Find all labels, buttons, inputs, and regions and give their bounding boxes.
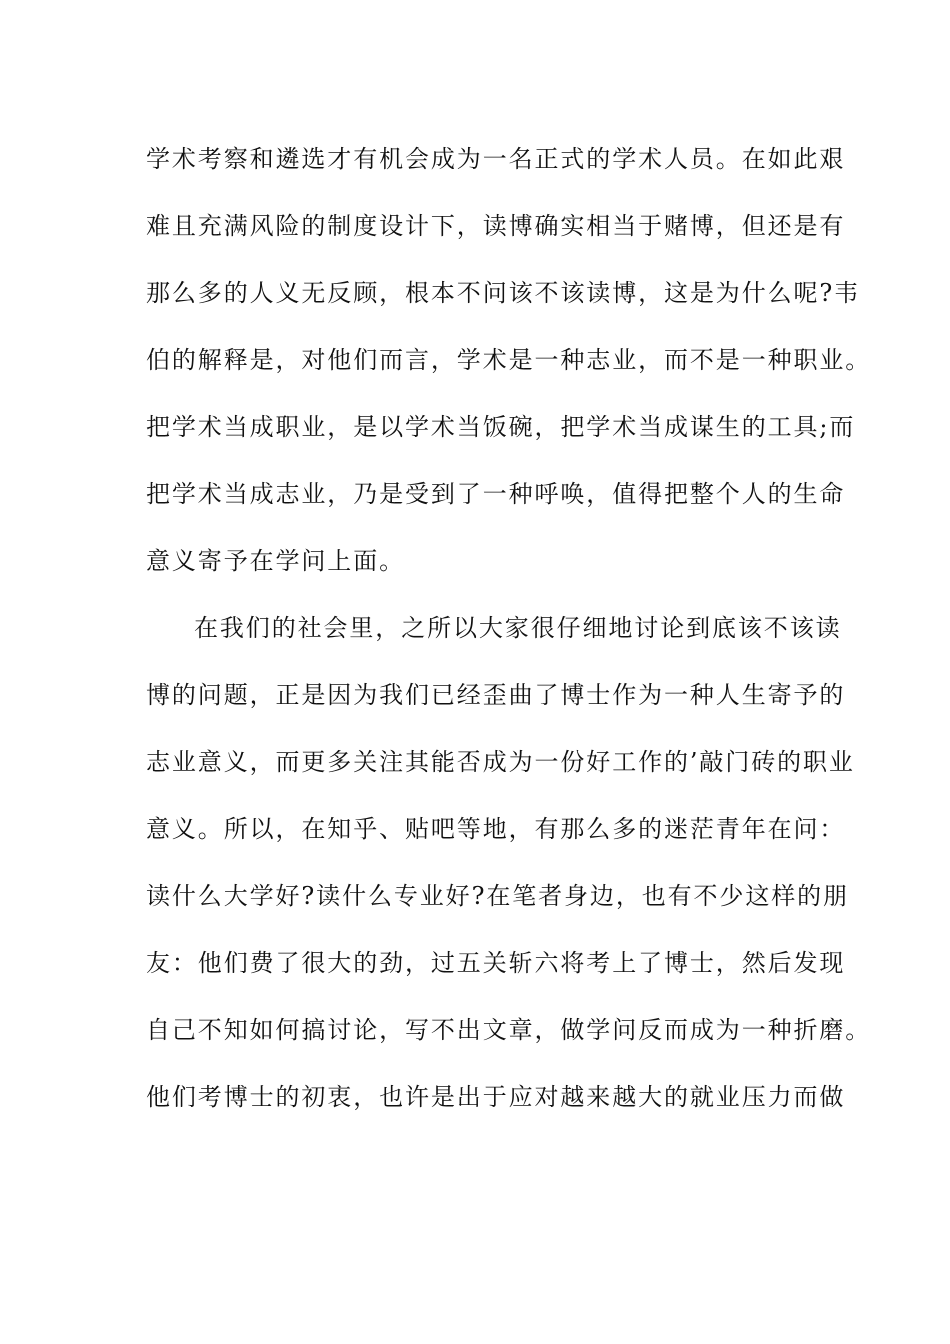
body-text bbox=[146, 126, 872, 1131]
text-line: 意义。所以，在知乎、贴吧等地，有那么多的迷茫青年在问： bbox=[146, 815, 846, 843]
text-line: 自己不知如何搞讨论，写不出文章，做学问反而成为一种折磨。 bbox=[146, 1016, 872, 1044]
text-line: 博的问题，正是因为我们已经歪曲了博士作为一种人生寄予的 bbox=[146, 681, 846, 709]
text-line: 那么多的人义无反顾，根本不问该不该读博，这是为什么呢?韦 bbox=[146, 279, 861, 307]
text-line: 读什么大学好?读什么专业好?在笔者身边，也有不少这样的朋 bbox=[146, 882, 849, 910]
text-line: 把学术当成职业，是以学术当饭碗，把学术当成谋生的工具;而 bbox=[146, 413, 856, 441]
text-line: 伯的解释是，对他们而言，学术是一种志业，而不是一种职业。 bbox=[146, 346, 872, 374]
text-line: 他们考博士的初衷，也许是出于应对越来越大的就业压力而做 bbox=[146, 1083, 846, 1111]
text-line: 友：他们费了很大的劲，过五关斩六将考上了博士，然后发现 bbox=[146, 949, 846, 977]
paragraph-start-line: 在我们的社会里，之所以大家很仔细地讨论到底该不该读 bbox=[194, 614, 842, 642]
text-line: 难且充满风险的制度设计下，读博确实相当于赌博，但还是有 bbox=[146, 212, 846, 240]
text-line: 把学术当成志业，乃是受到了一种呼唤，值得把整个人的生命 bbox=[146, 480, 846, 508]
text-line: 志业意义，而更多关注其能否成为一份好工作的’敲门砖的职业 bbox=[146, 748, 855, 776]
text-line: 学术考察和遴选才有机会成为一名正式的学术人员。在如此艰 bbox=[146, 145, 846, 173]
text-line: 意义寄予在学问上面。 bbox=[146, 547, 405, 575]
